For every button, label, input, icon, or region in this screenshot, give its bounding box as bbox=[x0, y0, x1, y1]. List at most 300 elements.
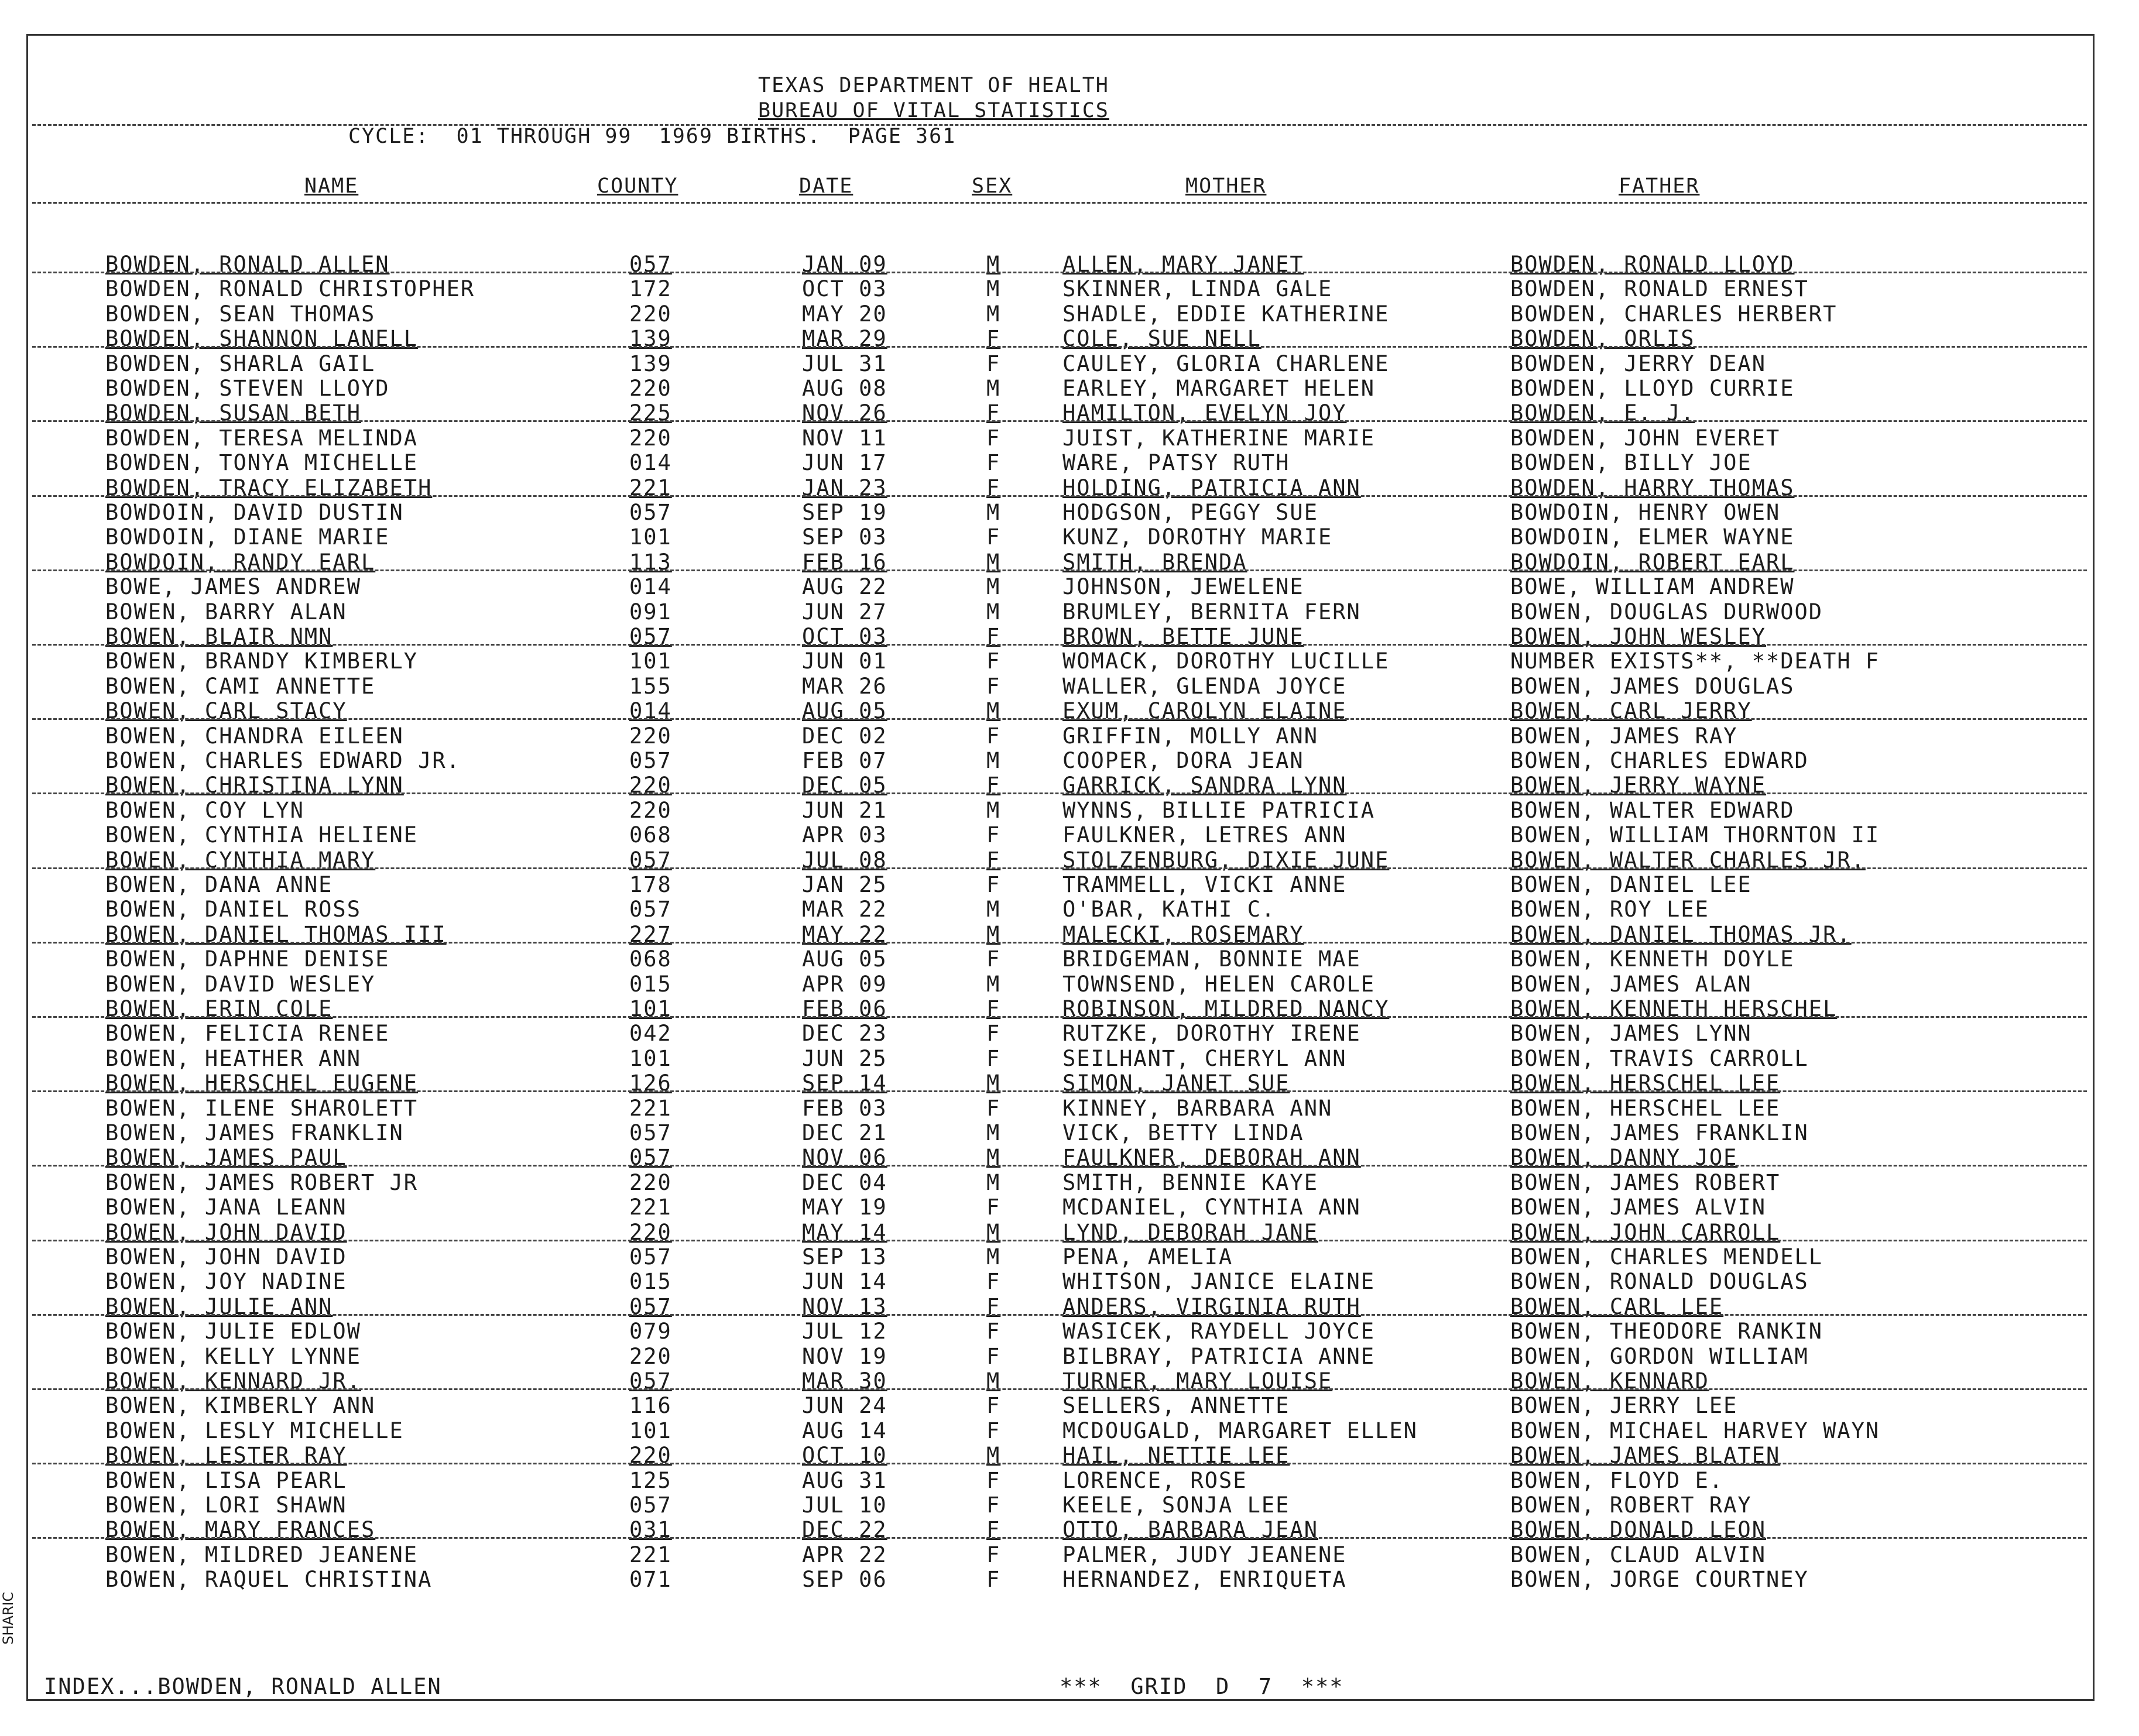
row-rule bbox=[32, 1165, 2087, 1167]
cell-father: BOWEN, ROBERT RAY bbox=[1510, 1493, 1752, 1518]
cell-date: NOV 26 bbox=[802, 400, 887, 426]
cell-name: BOWEN, HEATHER ANN bbox=[105, 1045, 361, 1071]
column-header-sex: SEX bbox=[972, 174, 1013, 198]
cell-name: BOWEN, CAMI ANNETTE bbox=[105, 673, 376, 699]
cell-mother: SHADLE, EDDIE KATHERINE bbox=[1062, 301, 1390, 327]
cell-county: 116 bbox=[629, 1393, 672, 1419]
cell-mother: SMITH, BENNIE KAYE bbox=[1062, 1169, 1318, 1195]
cell-name: BOWEN, CHARLES EDWARD JR. bbox=[105, 748, 461, 773]
row-rule bbox=[32, 1016, 2087, 1018]
cell-father: BOWEN, JAMES ROBERT bbox=[1510, 1169, 1781, 1195]
cell-date: FEB 03 bbox=[802, 1095, 887, 1121]
cell-name: BOWEN, KIMBERLY ANN bbox=[105, 1393, 376, 1419]
cell-date: MAY 19 bbox=[802, 1195, 887, 1220]
cell-father: BOWEN, CHARLES EDWARD bbox=[1510, 748, 1809, 773]
cell-date: SEP 06 bbox=[802, 1567, 887, 1593]
cell-father: BOWDOIN, HENRY OWEN bbox=[1510, 500, 1781, 525]
cell-sex: F bbox=[986, 400, 1001, 426]
cell-name: BOWEN, JULIE EDLOW bbox=[105, 1319, 361, 1344]
cell-sex: F bbox=[986, 773, 1001, 798]
cell-sex: F bbox=[986, 475, 1001, 500]
cell-date: NOV 19 bbox=[802, 1343, 887, 1369]
cell-name: BOWEN, JANA LEANN bbox=[105, 1195, 347, 1220]
cell-county: 068 bbox=[629, 946, 672, 972]
cell-sex: F bbox=[986, 996, 1001, 1021]
table-row bbox=[0, 1418, 2139, 1443]
cell-county: 091 bbox=[629, 599, 672, 625]
header-rule bbox=[32, 124, 2087, 126]
cell-father: BOWDEN, JOHN EVERET bbox=[1510, 425, 1781, 451]
table-row bbox=[0, 1542, 2139, 1567]
cell-date: DEC 21 bbox=[802, 1120, 887, 1145]
cell-name: BOWEN, JOHN DAVID bbox=[105, 1219, 347, 1245]
cell-name: BOWEN, COY LYN bbox=[105, 797, 304, 823]
table-row bbox=[0, 301, 2139, 326]
cell-county: 220 bbox=[629, 301, 672, 327]
cell-county: 057 bbox=[629, 500, 672, 525]
cell-name: BOWEN, DAPHNE DENISE bbox=[105, 946, 390, 972]
cell-sex: F bbox=[986, 1021, 1001, 1047]
cell-county: 220 bbox=[629, 425, 672, 451]
cell-mother: COLE, SUE NELL bbox=[1062, 326, 1262, 352]
cell-date: JAN 25 bbox=[802, 872, 887, 897]
cell-mother: MCDOUGALD, MARGARET ELLEN bbox=[1062, 1418, 1418, 1443]
row-rule bbox=[32, 1314, 2087, 1316]
cell-date: JUN 25 bbox=[802, 1045, 887, 1071]
cell-mother: TOWNSEND, HELEN CAROLE bbox=[1062, 971, 1376, 997]
cell-sex: M bbox=[986, 1145, 1001, 1171]
cell-name: BOWEN, HERSCHEL EUGENE bbox=[105, 1071, 419, 1096]
cell-county: 101 bbox=[629, 649, 672, 674]
cell-mother: ROBINSON, MILDRED NANCY bbox=[1062, 996, 1390, 1021]
cell-county: 113 bbox=[629, 549, 672, 575]
cell-date: MAY 20 bbox=[802, 301, 887, 327]
cell-sex: F bbox=[986, 649, 1001, 674]
cell-sex: F bbox=[986, 326, 1001, 352]
cell-sex: M bbox=[986, 301, 1001, 327]
table-row bbox=[0, 1567, 2139, 1591]
cell-father: BOWDEN, HARRY THOMAS bbox=[1510, 475, 1795, 500]
table-row bbox=[0, 376, 2139, 400]
cell-county: 221 bbox=[629, 1095, 672, 1121]
cell-father: BOWEN, CLAUD ALVIN bbox=[1510, 1542, 1766, 1567]
cell-sex: F bbox=[986, 450, 1001, 476]
cell-father: BOWEN, JAMES LYNN bbox=[1510, 1021, 1752, 1047]
cell-father: BOWEN, CHARLES MENDELL bbox=[1510, 1244, 1823, 1270]
cell-date: AUG 31 bbox=[802, 1467, 887, 1493]
row-rule bbox=[32, 420, 2087, 422]
cell-father: BOWEN, ROY LEE bbox=[1510, 897, 1709, 922]
column-header-name: NAME bbox=[304, 174, 359, 198]
cell-county: 042 bbox=[629, 1021, 672, 1047]
cell-mother: SELLERS, ANNETTE bbox=[1062, 1393, 1290, 1419]
cell-sex: F bbox=[986, 847, 1001, 873]
cell-county: 057 bbox=[629, 1120, 672, 1145]
table-row bbox=[0, 1244, 2139, 1269]
cell-date: JUN 14 bbox=[802, 1269, 887, 1295]
cell-mother: OTTO, BARBARA JEAN bbox=[1062, 1517, 1318, 1543]
cell-date: JUN 21 bbox=[802, 797, 887, 823]
cell-name: BOWDEN, SHANNON LANELL bbox=[105, 326, 419, 352]
cell-county: 220 bbox=[629, 376, 672, 401]
cell-father: BOWEN, DOUGLAS DURWOOD bbox=[1510, 599, 1823, 625]
cell-mother: MALECKI, ROSEMARY bbox=[1062, 921, 1304, 947]
row-rule bbox=[32, 1090, 2087, 1092]
cell-father: BOWEN, JAMES DOUGLAS bbox=[1510, 673, 1795, 699]
cell-sex: M bbox=[986, 252, 1001, 277]
cell-date: DEC 23 bbox=[802, 1021, 887, 1047]
cell-sex: F bbox=[986, 1095, 1001, 1121]
cell-name: BOWDEN, STEVEN LLOYD bbox=[105, 376, 390, 401]
cell-mother: BRUMLEY, BERNITA FERN bbox=[1062, 599, 1361, 625]
cell-county: 057 bbox=[629, 1368, 672, 1394]
cell-sex: M bbox=[986, 797, 1001, 823]
cell-mother: SEILHANT, CHERYL ANN bbox=[1062, 1045, 1347, 1071]
table-row bbox=[0, 972, 2139, 996]
cell-mother: EXUM, CAROLYN ELAINE bbox=[1062, 698, 1347, 724]
cell-sex: M bbox=[986, 698, 1001, 724]
cell-mother: HODGSON, PEGGY SUE bbox=[1062, 500, 1318, 525]
cell-county: 126 bbox=[629, 1071, 672, 1096]
cell-father: BOWEN, JAMES FRANKLIN bbox=[1510, 1120, 1809, 1145]
table-row bbox=[0, 798, 2139, 822]
cell-name: BOWEN, JAMES PAUL bbox=[105, 1145, 347, 1171]
column-header-county: COUNTY bbox=[597, 174, 678, 198]
cell-name: BOWEN, MARY FRANCES bbox=[105, 1517, 376, 1543]
cell-name: BOWDEN, SUSAN BETH bbox=[105, 400, 361, 426]
cell-date: JUL 12 bbox=[802, 1319, 887, 1344]
cell-father: BOWEN, CARL LEE bbox=[1510, 1294, 1724, 1319]
table-row bbox=[0, 1393, 2139, 1418]
cell-name: BOWEN, CHRISTINA LYNN bbox=[105, 773, 404, 798]
cell-mother: TURNER, MARY LOUISE bbox=[1062, 1368, 1333, 1394]
cell-name: BOWEN, JOHN DAVID bbox=[105, 1244, 347, 1270]
cell-sex: M bbox=[986, 971, 1001, 997]
cell-name: BOWEN, JAMES FRANKLIN bbox=[105, 1120, 404, 1145]
cell-name: BOWEN, BARRY ALAN bbox=[105, 599, 347, 625]
cell-county: 068 bbox=[629, 822, 672, 848]
cell-date: NOV 13 bbox=[802, 1294, 887, 1319]
cell-mother: VICK, BETTY LINDA bbox=[1062, 1120, 1304, 1145]
cell-name: BOWEN, FELICIA RENEE bbox=[105, 1021, 390, 1047]
cell-father: BOWDEN, JERRY DEAN bbox=[1510, 351, 1766, 376]
cell-name: BOWEN, ILENE SHAROLETT bbox=[105, 1095, 419, 1121]
table-row bbox=[0, 500, 2139, 524]
cell-county: 014 bbox=[629, 450, 672, 476]
cell-sex: F bbox=[986, 822, 1001, 848]
cell-mother: BROWN, BETTE JUNE bbox=[1062, 624, 1304, 649]
cell-father: BOWEN, KENNARD bbox=[1510, 1368, 1709, 1394]
table-row bbox=[0, 1344, 2139, 1368]
cell-father: BOWDEN, BILLY JOE bbox=[1510, 450, 1752, 476]
cell-date: NOV 11 bbox=[802, 425, 887, 451]
cell-sex: M bbox=[986, 1368, 1001, 1394]
table-row bbox=[0, 649, 2139, 673]
cell-county: 015 bbox=[629, 971, 672, 997]
cell-name: BOWEN, CYNTHIA HELIENE bbox=[105, 822, 419, 848]
cell-sex: F bbox=[986, 1269, 1001, 1295]
cell-date: JUL 08 bbox=[802, 847, 887, 873]
cell-name: BOWDOIN, RANDY EARL bbox=[105, 549, 376, 575]
cell-sex: F bbox=[986, 1567, 1001, 1593]
row-rule bbox=[32, 495, 2087, 497]
cell-name: BOWEN, CHANDRA EILEEN bbox=[105, 723, 404, 749]
cell-father: BOWE, WILLIAM ANDREW bbox=[1510, 574, 1795, 600]
cell-father: BOWDEN, RONALD ERNEST bbox=[1510, 276, 1809, 302]
cell-date: APR 22 bbox=[802, 1542, 887, 1567]
cell-mother: WYNNS, BILLIE PATRICIA bbox=[1062, 797, 1376, 823]
cell-date: MAY 14 bbox=[802, 1219, 887, 1245]
cell-sex: F bbox=[986, 351, 1001, 376]
cell-mother: KEELE, SONJA LEE bbox=[1062, 1493, 1290, 1518]
table-row bbox=[0, 872, 2139, 897]
cell-mother: WOMACK, DOROTHY LUCILLE bbox=[1062, 649, 1390, 674]
table-row bbox=[0, 426, 2139, 450]
table-row bbox=[0, 1468, 2139, 1493]
cell-date: APR 03 bbox=[802, 822, 887, 848]
cell-father: BOWEN, JERRY LEE bbox=[1510, 1393, 1738, 1419]
table-row bbox=[0, 674, 2139, 698]
cell-date: APR 09 bbox=[802, 971, 887, 997]
cell-father: BOWDOIN, ROBERT EARL bbox=[1510, 549, 1795, 575]
cell-mother: PALMER, JUDY JEANENE bbox=[1062, 1542, 1347, 1567]
cell-county: 071 bbox=[629, 1567, 672, 1593]
cell-sex: F bbox=[986, 524, 1001, 550]
cell-mother: WHITSON, JANICE ELAINE bbox=[1062, 1269, 1376, 1295]
cell-county: 155 bbox=[629, 673, 672, 699]
table-row bbox=[0, 897, 2139, 921]
cell-county: 014 bbox=[629, 574, 672, 600]
cell-father: BOWEN, KENNETH DOYLE bbox=[1510, 946, 1795, 972]
cell-sex: F bbox=[986, 1418, 1001, 1443]
cell-name: BOWEN, LESTER RAY bbox=[105, 1443, 347, 1469]
table-row bbox=[0, 1096, 2139, 1120]
cell-father: BOWEN, HERSCHEL LEE bbox=[1510, 1095, 1781, 1121]
cell-mother: HERNANDEZ, ENRIQUETA bbox=[1062, 1567, 1347, 1593]
cell-date: AUG 22 bbox=[802, 574, 887, 600]
cell-mother: O'BAR, KATHI C. bbox=[1062, 897, 1276, 922]
cell-sex: F bbox=[986, 425, 1001, 451]
cell-sex: M bbox=[986, 1169, 1001, 1195]
cell-county: 139 bbox=[629, 326, 672, 352]
header-agency: TEXAS DEPARTMENT OF HEALTH bbox=[758, 74, 1109, 97]
cell-county: 057 bbox=[629, 847, 672, 873]
cell-mother: FAULKNER, DEBORAH ANN bbox=[1062, 1145, 1361, 1171]
cell-date: SEP 13 bbox=[802, 1244, 887, 1270]
row-rule bbox=[32, 1537, 2087, 1539]
cell-name: BOWDEN, TRACY ELIZABETH bbox=[105, 475, 433, 500]
cell-name: BOWEN, CYNTHIA MARY bbox=[105, 847, 376, 873]
cell-date: NOV 06 bbox=[802, 1145, 887, 1171]
cell-mother: WASICEK, RAYDELL JOYCE bbox=[1062, 1319, 1376, 1344]
cell-date: JUN 17 bbox=[802, 450, 887, 476]
cell-mother: HAIL, NETTIE LEE bbox=[1062, 1443, 1290, 1469]
cell-father: NUMBER EXISTS**, **DEATH F bbox=[1510, 649, 1880, 674]
cell-name: BOWEN, LESLY MICHELLE bbox=[105, 1418, 404, 1443]
cell-county: 220 bbox=[629, 1169, 672, 1195]
cell-date: JUL 10 bbox=[802, 1493, 887, 1518]
cell-name: BOWEN, BRANDY KIMBERLY bbox=[105, 649, 419, 674]
row-rule bbox=[32, 942, 2087, 944]
cell-name: BOWDEN, RONALD ALLEN bbox=[105, 252, 390, 277]
grid-label: *** GRID D 7 *** bbox=[1060, 1674, 1344, 1699]
cell-county: 101 bbox=[629, 996, 672, 1021]
cell-county: 057 bbox=[629, 1493, 672, 1518]
cell-mother: LYND, DEBORAH JANE bbox=[1062, 1219, 1318, 1245]
cell-mother: MCDANIEL, CYNTHIA ANN bbox=[1062, 1195, 1361, 1220]
cell-mother: SMITH, BRENDA bbox=[1062, 549, 1247, 575]
row-rule bbox=[32, 1463, 2087, 1464]
cell-mother: PENA, AMELIA bbox=[1062, 1244, 1233, 1270]
cell-father: BOWEN, MICHAEL HARVEY WAYN bbox=[1510, 1418, 1880, 1443]
cell-county: 057 bbox=[629, 1294, 672, 1319]
cell-county: 057 bbox=[629, 1145, 672, 1171]
cell-county: 220 bbox=[629, 1443, 672, 1469]
cell-date: SEP 03 bbox=[802, 524, 887, 550]
cell-sex: F bbox=[986, 673, 1001, 699]
cell-name: BOWEN, ERIN COLE bbox=[105, 996, 333, 1021]
column-header-rule bbox=[32, 202, 2087, 204]
cell-name: BOWEN, JAMES ROBERT JR bbox=[105, 1169, 419, 1195]
cell-sex: F bbox=[986, 1343, 1001, 1369]
cell-mother: SIMON, JANET SUE bbox=[1062, 1071, 1290, 1096]
cell-sex: M bbox=[986, 921, 1001, 947]
cell-date: JUN 27 bbox=[802, 599, 887, 625]
cell-father: BOWEN, WILLIAM THORNTON II bbox=[1510, 822, 1880, 848]
cell-sex: F bbox=[986, 624, 1001, 649]
cell-name: BOWEN, CARL STACY bbox=[105, 698, 347, 724]
cell-father: BOWEN, KENNETH HERSCHEL bbox=[1510, 996, 1838, 1021]
cell-name: BOWEN, MILDRED JEANENE bbox=[105, 1542, 419, 1567]
cell-father: BOWEN, JORGE COURTNEY bbox=[1510, 1567, 1809, 1593]
cell-father: BOWEN, HERSCHEL LEE bbox=[1510, 1071, 1781, 1096]
cell-date: MAR 22 bbox=[802, 897, 887, 922]
cell-county: 221 bbox=[629, 1195, 672, 1220]
cell-father: BOWEN, JAMES RAY bbox=[1510, 723, 1738, 749]
cell-mother: GRIFFIN, MOLLY ANN bbox=[1062, 723, 1318, 749]
cell-date: MAR 30 bbox=[802, 1368, 887, 1394]
cell-mother: SKINNER, LINDA GALE bbox=[1062, 276, 1333, 302]
cell-sex: M bbox=[986, 276, 1001, 302]
cell-county: 221 bbox=[629, 475, 672, 500]
header-bureau: BUREAU OF VITAL STATISTICS bbox=[758, 99, 1109, 122]
row-rule bbox=[32, 644, 2087, 646]
cell-sex: M bbox=[986, 748, 1001, 773]
cell-father: BOWDEN, RONALD LLOYD bbox=[1510, 252, 1795, 277]
cell-father: BOWEN, RONALD DOUGLAS bbox=[1510, 1269, 1809, 1295]
cell-county: 220 bbox=[629, 1343, 672, 1369]
column-header-mother: MOTHER bbox=[1185, 174, 1267, 198]
cell-name: BOWEN, DANIEL ROSS bbox=[105, 897, 361, 922]
cell-father: BOWEN, DANIEL THOMAS JR. bbox=[1510, 921, 1852, 947]
cell-sex: M bbox=[986, 1120, 1001, 1145]
table-row bbox=[0, 822, 2139, 847]
cell-mother: FAULKNER, LETRES ANN bbox=[1062, 822, 1347, 848]
table-row bbox=[0, 450, 2139, 475]
cell-father: BOWDEN, CHARLES HERBERT bbox=[1510, 301, 1838, 327]
cell-sex: M bbox=[986, 1443, 1001, 1469]
cell-date: SEP 14 bbox=[802, 1071, 887, 1096]
table-row bbox=[0, 723, 2139, 748]
column-header-date: DATE bbox=[799, 174, 853, 198]
cell-father: BOWDEN, LLOYD CURRIE bbox=[1510, 376, 1795, 401]
cell-mother: TRAMMELL, VICKI ANNE bbox=[1062, 872, 1347, 897]
cell-name: BOWDEN, SEAN THOMAS bbox=[105, 301, 376, 327]
row-rule bbox=[32, 1240, 2087, 1241]
cell-county: 221 bbox=[629, 1542, 672, 1567]
cell-mother: ALLEN, MARY JANET bbox=[1062, 252, 1304, 277]
cell-name: BOWEN, JOY NADINE bbox=[105, 1269, 347, 1295]
cell-sex: F bbox=[986, 1393, 1001, 1419]
cell-mother: HOLDING, PATRICIA ANN bbox=[1062, 475, 1361, 500]
cell-sex: F bbox=[986, 1542, 1001, 1567]
cell-sex: M bbox=[986, 1071, 1001, 1096]
cell-mother: GARRICK, SANDRA LYNN bbox=[1062, 773, 1347, 798]
cell-father: BOWEN, TRAVIS CARROLL bbox=[1510, 1045, 1809, 1071]
cell-sex: M bbox=[986, 599, 1001, 625]
cell-father: BOWEN, JAMES ALVIN bbox=[1510, 1195, 1766, 1220]
cell-mother: WARE, PATSY RUTH bbox=[1062, 450, 1290, 476]
cell-mother: HAMILTON, EVELYN JOY bbox=[1062, 400, 1347, 426]
cell-date: DEC 05 bbox=[802, 773, 887, 798]
cell-mother: LORENCE, ROSE bbox=[1062, 1467, 1247, 1493]
table-row bbox=[0, 1120, 2139, 1145]
cell-father: BOWEN, JOHN WESLEY bbox=[1510, 624, 1766, 649]
table-row bbox=[0, 1269, 2139, 1294]
side-stamp: SHARIC bbox=[0, 1591, 16, 1645]
cell-sex: F bbox=[986, 946, 1001, 972]
cell-sex: F bbox=[986, 1517, 1001, 1543]
cell-sex: M bbox=[986, 549, 1001, 575]
cell-sex: M bbox=[986, 1244, 1001, 1270]
cell-father: BOWEN, DANNY JOE bbox=[1510, 1145, 1738, 1171]
table-row bbox=[0, 1195, 2139, 1219]
cell-father: BOWEN, JAMES BLATEN bbox=[1510, 1443, 1781, 1469]
cell-date: JAN 09 bbox=[802, 252, 887, 277]
row-rule bbox=[32, 272, 2087, 273]
cell-sex: F bbox=[986, 723, 1001, 749]
cell-date: JAN 23 bbox=[802, 475, 887, 500]
cell-name: BOWDEN, RONALD CHRISTOPHER bbox=[105, 276, 475, 302]
cell-county: 220 bbox=[629, 797, 672, 823]
cell-name: BOWDEN, TERESA MELINDA bbox=[105, 425, 419, 451]
cell-name: BOWDEN, SHARLA GAIL bbox=[105, 351, 376, 376]
cell-name: BOWDOIN, DAVID DUSTIN bbox=[105, 500, 404, 525]
cell-county: 220 bbox=[629, 773, 672, 798]
cell-date: FEB 16 bbox=[802, 549, 887, 575]
cell-sex: M bbox=[986, 574, 1001, 600]
cell-name: BOWEN, RAQUEL CHRISTINA bbox=[105, 1567, 433, 1593]
cell-county: 178 bbox=[629, 872, 672, 897]
cell-name: BOWEN, DANA ANNE bbox=[105, 872, 333, 897]
cell-county: 101 bbox=[629, 524, 672, 550]
cell-date: MAR 26 bbox=[802, 673, 887, 699]
cell-name: BOWEN, KELLY LYNNE bbox=[105, 1343, 361, 1369]
cell-date: AUG 14 bbox=[802, 1418, 887, 1443]
cell-sex: F bbox=[986, 1045, 1001, 1071]
cell-mother: COOPER, DORA JEAN bbox=[1062, 748, 1304, 773]
cell-county: 101 bbox=[629, 1045, 672, 1071]
index-label: INDEX...BOWDEN, RONALD ALLEN bbox=[44, 1674, 442, 1699]
cell-mother: BILBRAY, PATRICIA ANNE bbox=[1062, 1343, 1376, 1369]
cell-date: FEB 06 bbox=[802, 996, 887, 1021]
table-row bbox=[0, 1319, 2139, 1343]
cell-mother: JUIST, KATHERINE MARIE bbox=[1062, 425, 1376, 451]
cell-date: AUG 08 bbox=[802, 376, 887, 401]
cell-date: OCT 03 bbox=[802, 624, 887, 649]
cell-county: 079 bbox=[629, 1319, 672, 1344]
cell-county: 057 bbox=[629, 897, 672, 922]
